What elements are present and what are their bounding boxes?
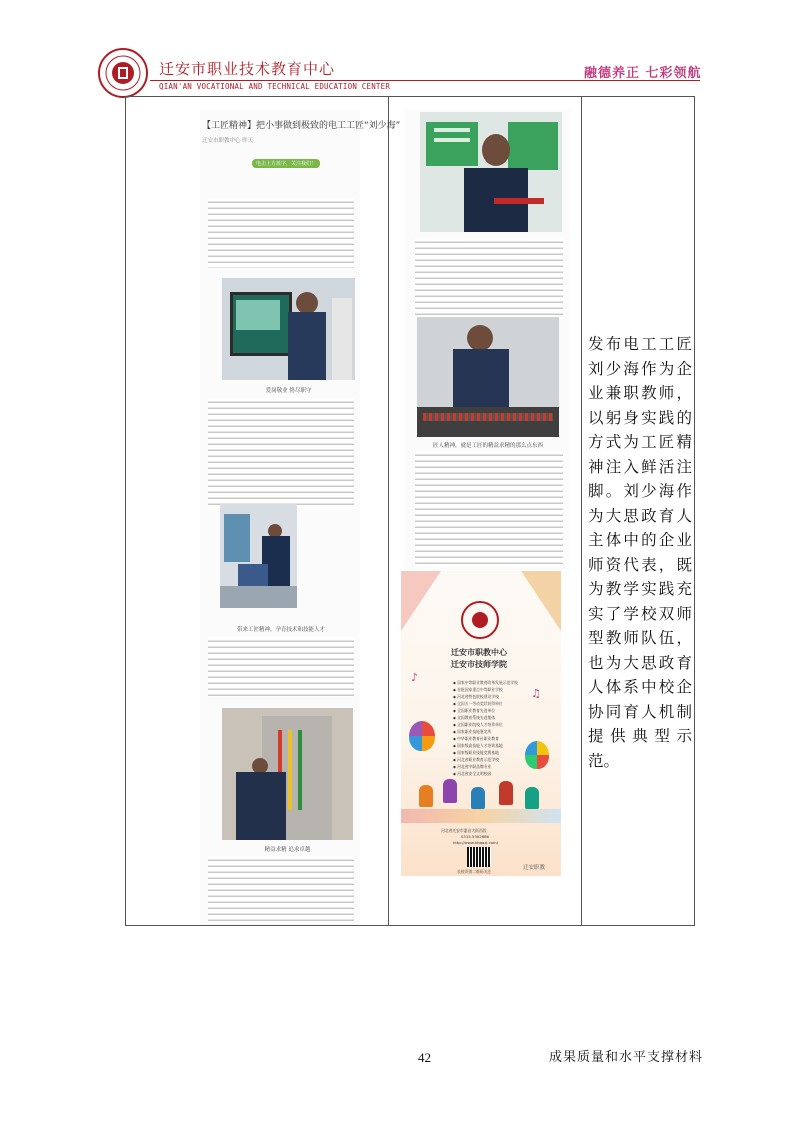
poster-honor-item: ◆ 首批国家重点中等职业学校 [453,687,503,692]
poster-honor-item: ◆ 全国职业院校人才培养单位 [453,722,503,727]
caption-3: 精益求精 追求卓越 [264,847,311,853]
org-name-cn: 迁安市职业技术教育中心 [159,60,336,78]
jumping-person-icon [525,787,539,809]
article-screenshot-right [405,110,570,570]
table-divider-1 [388,96,389,926]
follow-badge: 电击上方蓝字，关注我们！ [252,159,320,168]
caption-4: 匠人精神，就是工匠的精益求精的那么点东西 [432,443,543,449]
city-skyline [401,809,561,823]
poster-honor-item: ◆ 全国五一劳动奖状获得单位 [453,701,503,706]
poster-address: 河北省迁安市惠昌大街西段 [441,828,487,833]
music-note-icon: ♪ [411,671,419,684]
description-text: 发布电工工匠刘少海作为企业兼职教师，以躬身实践的方式为工匠精神注入鲜活注脚。刘少海作为大思政育人主体中的企业师资代表，既为教学实践充实了学校双师型教师队伍，也为大思政育人体系中校企协同育人机制提供典型示范。 [588,335,692,770]
poster-honor-item: ◆ 河北省职业教育示范学校 [453,757,499,762]
photo-wiring-cabinet [222,708,353,840]
watermark: 迁安职教 [523,865,546,871]
table-divider-2 [581,96,582,926]
org-name-en: QIAN'AN VOCATIONAL AND TECHNICAL EDUCATION CENTER [159,82,391,91]
hot-air-balloon-icon [525,741,549,769]
article-meta: 迁安市职教中心 昨天 [202,138,254,144]
photo-teacher-panel [222,278,355,380]
school-slogan: 融德养正 七彩领航 [584,66,702,81]
poster-honor-item: ◆ 国家级高技能人才培训基地 [453,743,503,748]
caption-1: 爱岗敬业 恪尽职守 [265,388,312,394]
poster-honor-item: ◆ 全国职业教育先进单位 [453,708,496,713]
poster-honor-item: ◆ 全国教育系统先进集体 [453,715,496,720]
poster-website: http://www.hbqazj.com/ [453,840,499,845]
music-note-icon: ♫ [531,687,541,700]
hot-air-balloon-icon [409,721,435,751]
jumping-person-icon [471,787,485,809]
article-title: 【工匠精神】把小事做到极致的电工工匠“刘少海” [202,121,401,131]
jumping-person-icon [499,781,513,805]
article-paragraph [208,856,354,922]
photo-electrician-closeup [420,112,562,232]
poster-logo [461,601,499,639]
poster-phone: 0315-5302686 [461,834,489,839]
article-paragraph [208,637,354,697]
page-number: 42 [418,1050,431,1065]
article-paragraph [208,398,354,508]
article-paragraph [415,238,563,318]
poster-honor-item: ◆ 中华职业教育社职业教育 [453,736,499,741]
photo-students-lab [220,504,297,608]
jumping-person-icon [419,785,433,807]
poster-honor-item: ◆ 国家职业技能鉴定所 [453,729,492,734]
qr-label: 长按识别二维码关注 [457,869,492,874]
article-paragraph [415,451,563,567]
poster-honor-item: ◆ 国家级职业技能竞赛基地 [453,750,499,755]
school-logo [97,47,149,99]
article-paragraph [208,198,354,268]
poster-honor-item: ◆ 国家中等职业教育改革发展示范学校 [453,680,518,685]
photo-workbench [417,317,559,437]
qr-code [467,847,491,867]
caption-2: 带来工匠精神，孕育技术和技能人才 [236,627,325,633]
poster-title-2: 迁安市技师学院 [451,660,507,669]
poster-honor-item: ◆ 河北省安全文明校园 [453,771,492,776]
footer-label: 成果质量和水平支撑材料 [549,1050,704,1065]
poster-honor-item: ◆ 河北省中职品牌专业 [453,764,492,769]
poster-title-1: 迁安市职教中心 [451,648,507,657]
poster-honor-item: ◆ 河北省特色院校建设学校 [453,694,499,699]
jumping-person-icon [443,779,457,803]
school-poster [401,571,561,876]
article-screenshot-left [200,110,401,925]
